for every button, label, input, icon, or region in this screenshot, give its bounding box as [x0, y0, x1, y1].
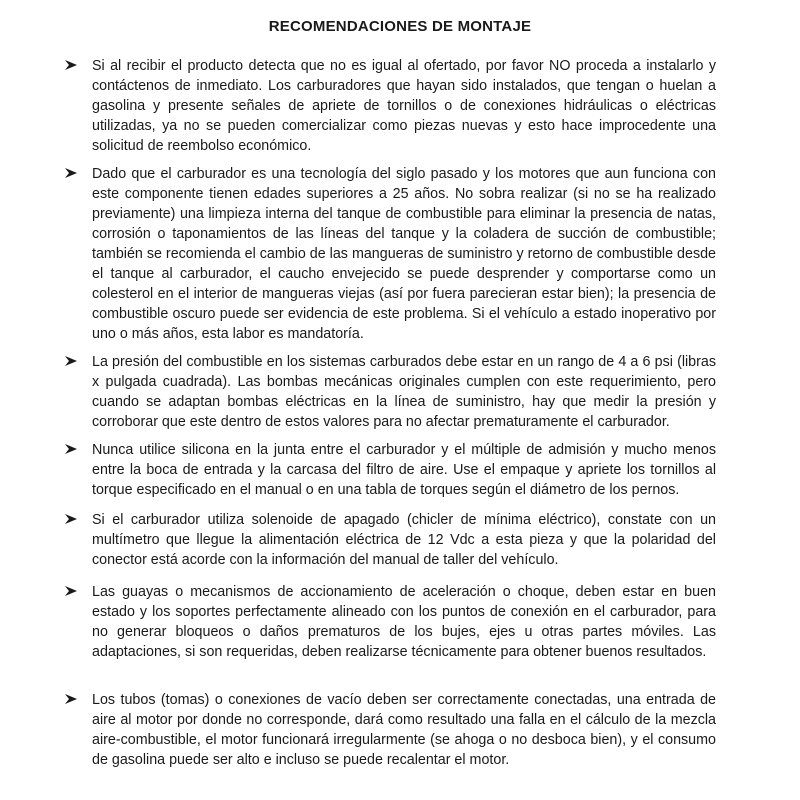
paragraph-text: Si al recibir el producto detecta que no es igual al ofertado, por favor NO proceda a instalarlo y contáctenos de inmediato. Los carburadores que hayan sido instalados, que tengan o huelan a gasolina y presente señales de apriete de tornillos o de conexiones hidráulicas o eléctricas utilizadas, ya no se pueden comercializar como piezas nuevas y esto hace improcedente una solicitud de reembolso económico.	[92, 58, 716, 154]
paragraph-text: La presión del combustible en los sistemas carburados debe estar en un rango de 4 a 6 psi (libras x pulgada cuadrada). Las bombas mecánicas originales cumplen con este requerimiento, pero cuando se adaptan bombas eléctricas en la línea de suministro, hay que medir la presión y corroborar que este dentro de estos valores para no afectar prematuramente el carburador.	[92, 354, 716, 430]
arrow-bullet-icon	[64, 167, 78, 179]
arrow-bullet-icon	[64, 585, 78, 597]
paragraph-text: Nunca utilice silicona en la junta entre el carburador y el múltiple de admisión y mucho menos entre la boca de entrada y la carcasa del filtro de aire. Use el empaque y apriete los tornillos al torque especificado en el manual o en una tabla de torques según el diámetro de los pernos.	[92, 442, 716, 498]
paragraph-text: Dado que el carburador es una tecnología del siglo pasado y los motores que aun funciona con este componente tienen edades superiores a 25 años. No sobra realizar (si no se ha realizado previamente) una limpieza interna del tanque de combustible para eliminar la presencia de natas, corrosión o taponamientos de las líneas del tanque y la coladera de succión de combustible; también se recomienda el cambio de las mangueras de suministro y retorno de combustible desde el tanque al carburador, el caucho envejecido se puede desprender y comportarse como un colesterol en el interior de mangueras viejas (así por fuera parecieran estar bien); la presencia de combustible oscuro puede ser evidencia de este problema. Si el vehículo a estado inoperativo por uno o más años, esta labor es mandatoría.	[92, 166, 716, 342]
page-title: RECOMENDACIONES DE MONTAJE	[268, 18, 532, 35]
arrow-bullet-icon	[64, 693, 78, 705]
paragraph-text: Las guayas o mecanismos de accionamiento de aceleración o choque, deben estar en buen estado y los soportes perfectamente alineado con los puntos de conexión en el carburador, para no generar bloqueos o daños prematuros de los bujes, ejes u otras partes móviles. Las adaptaciones, si son requeridas, deben realizarse técnicamente para obtener buenos resultados.	[92, 584, 716, 660]
arrow-bullet-icon	[64, 355, 78, 367]
arrow-bullet-icon	[64, 513, 78, 525]
arrow-bullet-icon	[64, 443, 78, 455]
paragraph-text: Los tubos (tomas) o conexiones de vacío deben ser correctamente conectadas, una entrada de aire al motor por donde no corresponde, dará como resultado una falla en el cálculo de la mezcla aire-combustible, el motor funcionará irregularmente (se ahoga o no desboca bien), y el consumo de gasolina puede ser alto e incluso se puede recalentar el motor.	[92, 692, 716, 768]
paragraph-text: Si el carburador utiliza solenoide de apagado (chicler de mínima eléctrico), constate con un multímetro que llegue la alimentación eléctrica de 12 Vdc a esta pieza y que la polaridad del conector está acorde con la información del manual de taller del vehículo.	[92, 512, 716, 568]
arrow-bullet-icon	[64, 59, 78, 71]
